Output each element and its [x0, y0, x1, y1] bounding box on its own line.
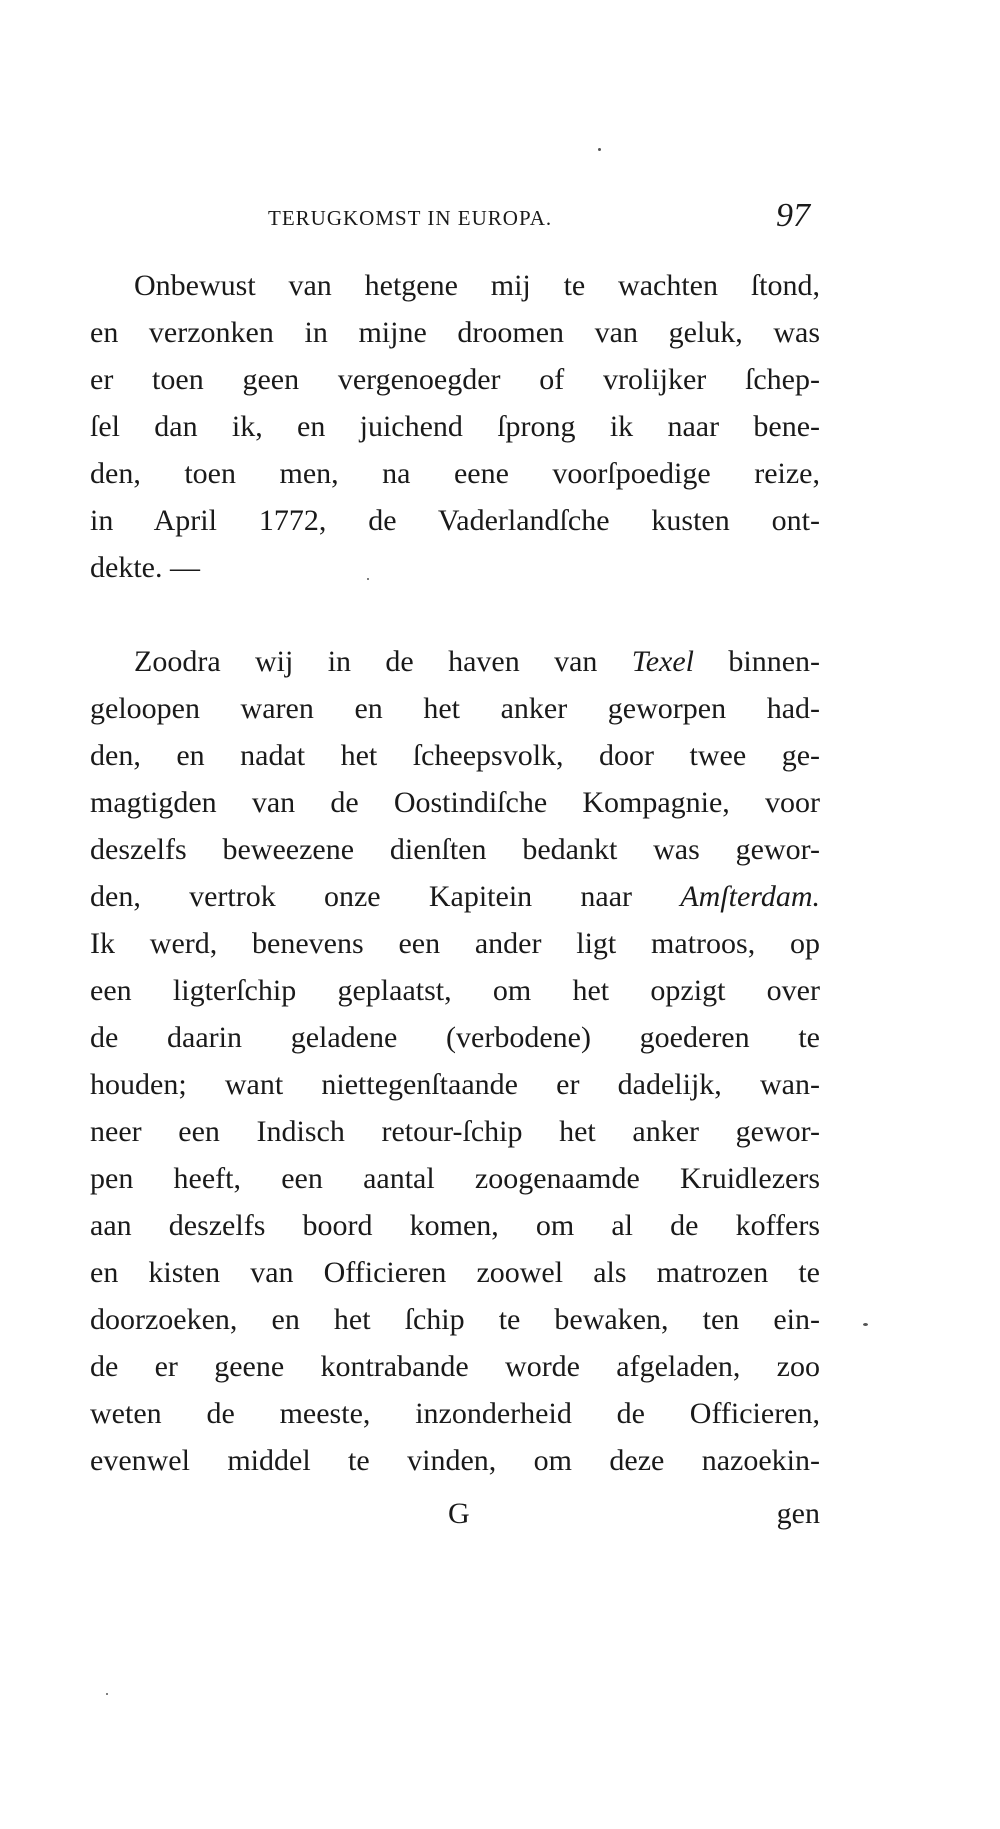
running-head: TERUGKOMST IN EUROPA. [268, 206, 553, 230]
text-line: Ik werd, benevens een ander ligt matroos, op [90, 927, 820, 960]
text-line: Onbewust van hetgene mij te wachten ſtond, [134, 269, 820, 302]
paragraph-2 [90, 638, 820, 1484]
italic-name: Texel [631, 645, 694, 678]
text-line: en kisten van Officieren zoowel als matrozen te [90, 1256, 820, 1289]
text-line: ſel dan ik, en juichend ſprong ik naar bene- [90, 410, 820, 443]
body-text [90, 262, 820, 1484]
text-line: den, en nadat het ſcheepsvolk, door twee ge- [90, 739, 820, 772]
text-line: er toen geen vergenoegder of vrolijker ſchep- [90, 363, 820, 396]
text-line: den, toen men, na eene voorſpoedige reize, [90, 457, 820, 490]
text-line: aan deszelfs boord komen, om al de koffers [90, 1209, 820, 1242]
text-line: en verzonken in mijne droomen van geluk, was [90, 316, 820, 349]
italic-name: Amſterdam. [680, 880, 820, 913]
text-line: dekte. — [90, 551, 200, 584]
text-line: de daarin geladene (verbodene) goederen te [90, 1021, 820, 1054]
text-line: weten de meeste, inzonderheid de Officieren, [90, 1397, 820, 1430]
text-line: deszelfs beweezene dienſten bedankt was gewor- [90, 833, 820, 866]
text-line: doorzoeken, en het ſchip te bewaken, ten ein- [90, 1303, 820, 1336]
page-header [90, 197, 810, 240]
text-line: in April 1772, de Vaderlandſche kusten ont- [90, 504, 820, 537]
text-line: Zoodra wij in de haven van Texel binnen- [134, 645, 821, 678]
text-line: een ligterſchip geplaatst, om het opzigt over [90, 974, 820, 1007]
page-number: 97 [776, 197, 810, 234]
text-line: magtigden van de Oostindiſche Kompagnie, voor [90, 786, 820, 819]
paragraph-1 [90, 262, 820, 591]
signature-mark: G [448, 1497, 470, 1530]
catchword: gen [776, 1497, 820, 1530]
page-footer [90, 1490, 820, 1537]
ink-speck [863, 1323, 868, 1326]
ink-speck [106, 1693, 108, 1695]
text-line: geloopen waren en het anker geworpen had- [90, 692, 820, 725]
text-line: den, vertrok onze Kapitein naar Amſterdam. [90, 880, 820, 913]
ink-speck [598, 148, 601, 151]
text-line: de er geene kontrabande worde afgeladen, zoo [90, 1350, 820, 1383]
text-line: houden; want niettegenſtaande er dadelijk, wan- [90, 1068, 820, 1101]
text-line: evenwel middel te vinden, om deze nazoekin- [90, 1444, 820, 1477]
text-line: pen heeft, een aantal zoogenaamde Kruidlezers [90, 1162, 820, 1195]
text-line: neer een Indisch retour-ſchip het anker gewor- [90, 1115, 820, 1148]
